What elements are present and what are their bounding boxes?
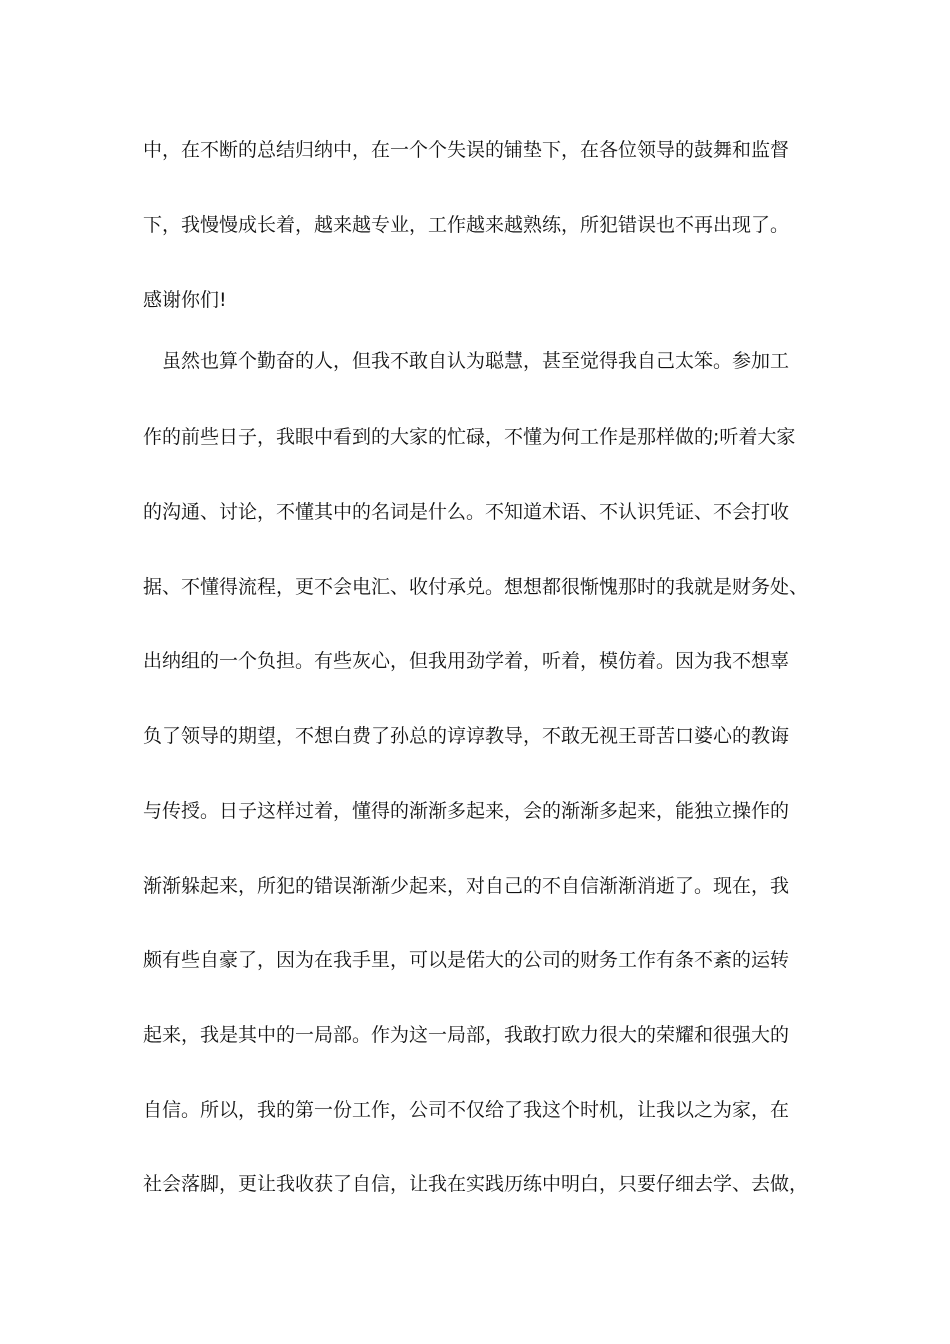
text-line: 的沟通、讨论，不懂其中的名词是什么。不知道术语、不认识凭证、不会打收 [143,501,790,523]
text-line: 虽然也算个勤奋的人，但我不敢自认为聪慧，甚至觉得我自己太笨。参加工 [143,350,790,372]
text-line: 下，我慢慢成长着，越来越专业，工作越来越熟练，所犯错误也不再出现了。 [143,214,790,236]
text-line: 自信。所以，我的第一份工作，公司不仅给了我这个时机，让我以之为家，在 [143,1099,790,1121]
text-line: 中，在不断的总结归纳中，在一个个失误的铺垫下，在各位领导的鼓舞和监督 [143,139,790,161]
text-line: 颇有些自豪了，因为在我手里，可以是偌大的公司的财务工作有条不紊的运转 [143,949,790,971]
text-line: 出纳组的一个负担。有些灰心，但我用劲学着，听着，模仿着。因为我不想辜 [143,650,790,672]
text-line: 与传授。日子这样过着，懂得的渐渐多起来，会的渐渐多起来，能独立操作的 [143,800,790,822]
text-line: 感谢你们! [143,289,227,311]
text-line: 起来，我是其中的一局部。作为这一局部，我敢打欧力很大的荣耀和很强大的 [143,1024,790,1046]
text-line: 社会落脚，更让我收获了自信，让我在实践历练中明白，只要仔细去学、去做， [143,1173,809,1195]
text-line: 渐渐躲起来，所犯的错误渐渐少起来，对自己的不自信渐渐消逝了。现在，我 [143,875,790,897]
text-line: 作的前些日子，我眼中看到的大家的忙碌，不懂为何工作是那样做的;听着大家 [143,426,796,448]
text-line: 据、不懂得流程，更不会电汇、收付承兑。想想都很惭愧那时的我就是财务处、 [143,576,809,598]
text-line: 负了领导的期望，不想白费了孙总的谆谆教导，不敢无视王哥苦口婆心的教诲 [143,725,790,747]
